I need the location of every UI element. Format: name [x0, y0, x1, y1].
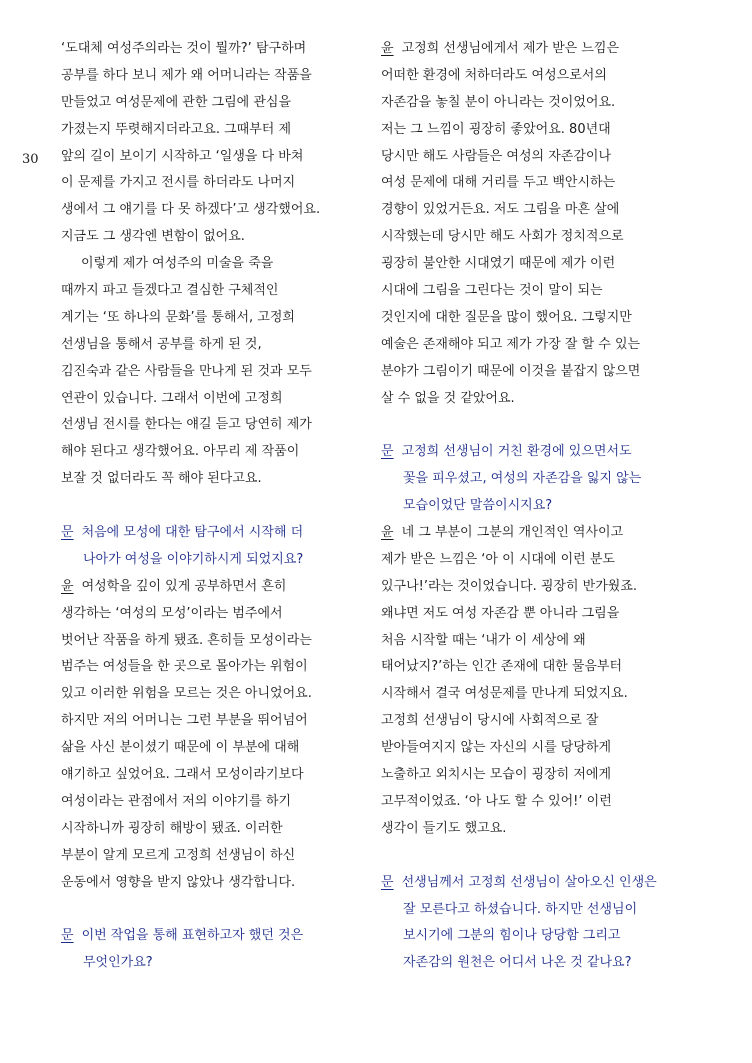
- answer-marker: 윤: [381, 41, 394, 56]
- text-line: 받아들여지지 않는 자신의 시를 당당하게: [381, 740, 612, 756]
- paragraph-1: [61, 36, 361, 251]
- spacer: [61, 897, 361, 924]
- answer-text: 고정희 선생님에게서 제가 받은 느낌은: [401, 41, 620, 56]
- right-column: [381, 36, 691, 977]
- question-text: 처음에 모성에 대한 탐구에서 시작해 더: [81, 525, 304, 541]
- text-line: 때까지 파고 들겠다고 결심한 구체적인: [61, 283, 279, 299]
- text-line: 보잘 것 없더라도 꼭 해야 된다고요.: [61, 471, 262, 487]
- text-line: 삶을 사신 분이셨기 때문에 이 부분에 대해: [61, 740, 300, 756]
- text-line: 이 문제를 가지고 전시를 하더라도 나머지: [61, 175, 296, 191]
- question-marker: 문: [61, 928, 74, 944]
- text-line: 생에서 그 얘기를 다 못 하겠다’고 생각했어요.: [61, 202, 321, 218]
- text-line: 시작해서 결국 여성문제를 만나게 되었지요.: [381, 686, 628, 702]
- text-line: 여성이라는 관점에서 저의 이야기를 하기: [61, 793, 292, 809]
- text-line: 굉장히 불안한 시대였기 때문에 제가 이런: [381, 256, 616, 272]
- question-text: 잘 모른다고 하셨습니다. 하지만 선생님이: [403, 901, 638, 917]
- spacer: [381, 843, 691, 870]
- text-line: 저는 그 느낌이 굉장히 좋았어요. 80년대: [381, 121, 611, 137]
- question-4: [381, 870, 691, 978]
- answer-text: 여성학을 깊이 있게 공부하면서 흔히: [81, 578, 287, 594]
- text-line: 운동에서 영향을 받지 않았나 생각합니다.: [61, 874, 296, 890]
- left-column: [61, 36, 361, 977]
- question-text: 보시기에 그분의 힘이나 당당함 그리고: [403, 928, 621, 944]
- text-line: 제가 받은 느낌은 ‘아 이 시대에 이런 분도: [381, 551, 615, 567]
- text-line: 여성 문제에 대해 거리를 두고 백안시하는: [381, 175, 616, 191]
- text-line: 선생님을 통해서 공부를 하게 된 것,: [61, 336, 262, 352]
- question-marker: 문: [381, 874, 394, 890]
- text-line: 가졌는지 뚜렷해지더라고요. 그때부터 제: [61, 121, 292, 137]
- text-line: 얘기하고 싶었어요. 그래서 모성이라기보다: [61, 767, 304, 783]
- answer-1: [61, 574, 361, 897]
- text-line: 살 수 없을 것 같았어요.: [381, 390, 515, 406]
- text-line: 연관이 있습니다. 그래서 이번에 고정희: [61, 390, 283, 406]
- question-marker: 문: [381, 444, 394, 460]
- spacer: [61, 493, 361, 520]
- text-line: 벗어난 작품을 하게 됐죠. 흔히들 모성이라는: [61, 632, 312, 648]
- text-line: 어떠한 환경에 처하더라도 여성으로서의: [381, 67, 607, 83]
- text-line: 있구나!’라는 것이었습니다. 굉장히 반가웠죠.: [381, 578, 638, 594]
- text-line: 고무적이었죠. ‘아 나도 할 수 있어!’ 이런: [381, 793, 612, 809]
- text-line: 있고 이러한 위험을 모르는 것은 아니었어요.: [61, 686, 312, 702]
- text-line: 경향이 있었거든요. 저도 그림을 마흔 살에: [381, 202, 620, 218]
- question-marker: 문: [61, 525, 74, 541]
- text-line: 시대에 그림을 그린다는 것이 말이 되는: [381, 283, 603, 299]
- text-line: 생각하는 ‘여성의 모성’이라는 범주에서: [61, 605, 283, 621]
- text-line: 태어났지?’하는 인간 존재에 대한 물음부터: [381, 659, 623, 675]
- text-line: 앞의 길이 보이기 시작하고 ‘일생을 다 바쳐: [61, 148, 304, 164]
- question-text: 모습이었단 말씀이시지요?: [403, 498, 553, 514]
- question-2: [61, 923, 361, 977]
- paragraph-2: [61, 251, 361, 493]
- text-line: 지금도 그 생각엔 변함이 없어요.: [61, 229, 245, 245]
- text-line: 하지만 저의 어머니는 그런 부분을 뛰어넘어: [61, 713, 308, 729]
- text-line: 당시만 해도 사람들은 여성의 자존감이나: [381, 148, 612, 164]
- question-text: 이번 작업을 통해 표현하고자 했던 것은: [81, 928, 304, 944]
- text-line: 노출하고 외치시는 모습이 굉장히 저에게: [381, 767, 612, 783]
- text-line: 공부를 하다 보니 제가 왜 어머니라는 작품을: [61, 67, 312, 83]
- text-line: 부분이 알게 모르게 고정희 선생님이 하신: [61, 847, 296, 863]
- text-line: 김진숙과 같은 사람들을 만나게 된 것과 모두: [61, 363, 312, 379]
- text-line: 시작하니까 굉장히 해방이 됐죠. 이러한: [61, 820, 283, 836]
- text-line: 것인지에 대한 질문을 많이 했어요. 그렇지만: [381, 309, 632, 325]
- question-text: 무엇인가요?: [83, 955, 153, 971]
- text-line: 해야 된다고 생각했어요. 아무리 제 작품이: [61, 444, 300, 460]
- answer-2: [381, 36, 691, 412]
- question-text: 고정희 선생님이 거친 환경에 있으면서도: [401, 444, 632, 460]
- question-text: 자존감의 원천은 어디서 나온 것 같나요?: [403, 955, 632, 971]
- text-line: 자존감을 놓칠 분이 아니라는 것이었어요.: [381, 94, 616, 110]
- text-line: 분야가 그림이기 때문에 이것을 붙잡지 않으면: [381, 363, 641, 379]
- text-line: 왜냐면 저도 여성 자존감 뿐 아니라 그림을: [381, 605, 620, 621]
- text-line: 범주는 여성들을 한 곳으로 몰아가는 위험이: [61, 659, 308, 675]
- question-text: 꽃을 피우셨고, 여성의 자존감을 잃지 않는: [403, 471, 642, 487]
- answer-marker: 윤: [381, 525, 394, 541]
- text-line: 예술은 존재해야 되고 제가 가장 잘 할 수 있는: [381, 336, 641, 352]
- question-text: 나아가 여성을 이야기하시게 되었지요?: [83, 551, 304, 567]
- page-number: 30: [22, 152, 39, 167]
- text-line: 처음 시작할 때는 ‘내가 이 세상에 왜: [381, 632, 586, 648]
- text-line: 고정희 선생님이 당시에 사회적으로 잘: [381, 713, 599, 729]
- answer-3: [381, 520, 691, 843]
- text-line: 계기는 ‘또 하나의 문화’를 통해서, 고정희: [61, 309, 295, 325]
- text-line: 이렇게 제가 여성주의 미술을 죽을: [81, 256, 274, 272]
- answer-marker: 윤: [61, 578, 74, 594]
- text-line: 만들었고 여성문제에 관한 그림에 관심을: [61, 94, 292, 110]
- question-3: [381, 439, 691, 520]
- text-line: ‘도대체 여성주의라는 것이 뭘까?’ 탐구하며: [61, 41, 307, 56]
- spacer: [381, 412, 691, 439]
- text-line: 선생님 전시를 한다는 얘길 듣고 당연히 제가: [61, 417, 312, 433]
- text-line: 생각이 들기도 했고요.: [381, 820, 507, 836]
- answer-text: 네 그 부분이 그분의 개인적인 역사이고: [401, 525, 624, 541]
- question-text: 선생님께서 고정희 선생님이 살아오신 인생은: [401, 874, 657, 890]
- text-line: 시작했는데 당시만 해도 사회가 정치적으로: [381, 229, 624, 245]
- question-1: [61, 520, 361, 574]
